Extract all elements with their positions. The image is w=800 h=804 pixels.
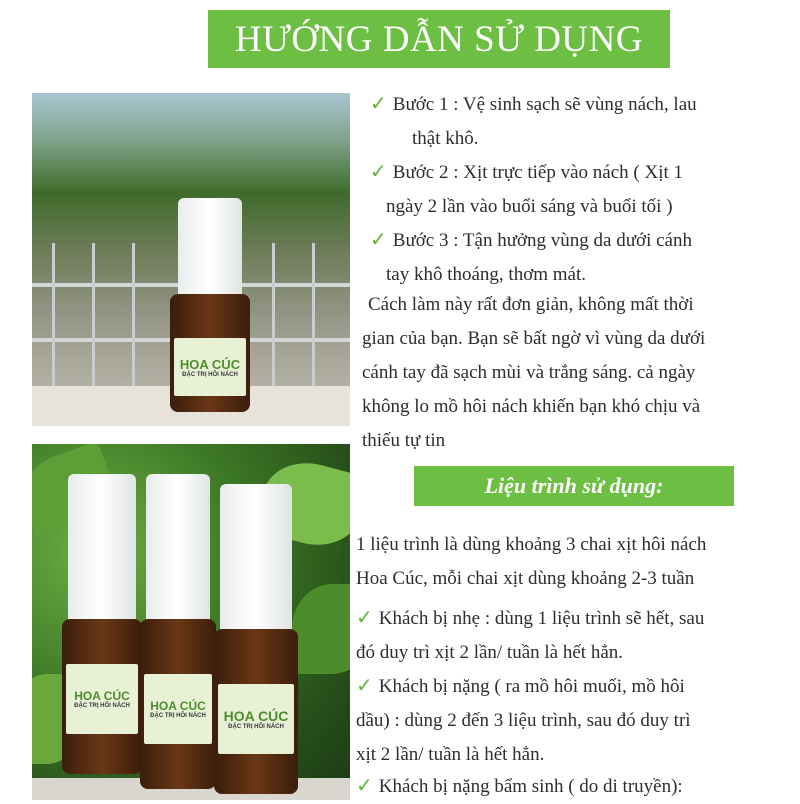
step-3-line2: tay khô thoáng, thơm mát. bbox=[386, 264, 587, 285]
step-3-line1: Bước 3 : Tận hưởng vùng da dưới cánh bbox=[392, 230, 692, 251]
bottle-brand-right: HOA CÚC bbox=[223, 708, 289, 724]
intro-line-4: không lo mồ hôi nách khiến bạn khó chịu và bbox=[362, 396, 701, 417]
intro-line-5: thiếu tự tin bbox=[362, 430, 446, 451]
step-2-line2: ngày 2 lần vào buổi sáng và buổi tối ) bbox=[386, 196, 673, 217]
check-icon: ✓ bbox=[356, 605, 373, 629]
bottle-brand-middle: HOA CÚC bbox=[150, 699, 206, 713]
step-2 bbox=[370, 154, 683, 224]
intro-paragraph bbox=[362, 288, 705, 458]
page-title: HƯỚNG DẪN SỬ DỤNG bbox=[234, 18, 644, 60]
check-icon: ✓ bbox=[356, 773, 373, 797]
course-banner bbox=[414, 466, 734, 506]
bottle-brand-left: HOA CÚC bbox=[74, 689, 130, 703]
intro-line-3: cánh tay đã sạch mùi và trắng sáng. cả ngày bbox=[362, 362, 696, 383]
title-banner bbox=[208, 10, 670, 68]
spray-bottle-left bbox=[62, 474, 142, 774]
check-icon: ✓ bbox=[370, 91, 387, 115]
spray-bottle bbox=[170, 198, 250, 413]
spray-bottle-right bbox=[214, 484, 298, 794]
course-item-severe-line2: dầu) : dùng 2 đến 3 liệu trình, sau đó duy trì bbox=[356, 710, 691, 731]
course-item-mild-line1: Khách bị nhẹ : dùng 1 liệu trình sẽ hết, sau bbox=[378, 608, 705, 629]
spray-bottle-middle bbox=[140, 474, 216, 794]
step-2-line1: Bước 2 : Xịt trực tiếp vào nách ( Xịt 1 bbox=[392, 162, 684, 183]
step-1-line1: Bước 1 : Vệ sinh sạch sẽ vùng nách, lau bbox=[392, 94, 697, 115]
bottle-tagline-middle: ĐẶC TRỊ HÔI NÁCH bbox=[150, 713, 206, 719]
check-icon: ✓ bbox=[356, 673, 373, 697]
bottle-tagline-right: ĐẶC TRỊ HÔI NÁCH bbox=[228, 724, 284, 730]
check-icon: ✓ bbox=[370, 227, 387, 251]
step-1 bbox=[370, 86, 697, 156]
course-item-severe-line1: Khách bị nặng ( ra mồ hôi muối, mồ hôi bbox=[378, 676, 685, 697]
product-photo-railing bbox=[32, 93, 350, 426]
intro-line-2: gian của bạn. Bạn sẽ bất ngờ vì vùng da dưới bbox=[362, 328, 706, 349]
course-title: Liệu trình sử dụng: bbox=[484, 473, 664, 498]
course-item-congenital-line1: Khách bị nặng bẩm sinh ( do di truyền): bbox=[378, 776, 683, 797]
check-icon: ✓ bbox=[370, 159, 387, 183]
course-item-mild-line2: đó duy trì xịt 2 lần/ tuần là hết hẳn. bbox=[356, 642, 624, 663]
intro-line-1: Cách làm này rất đơn giản, không mất thời bbox=[368, 294, 694, 315]
course-item-congenital bbox=[356, 768, 683, 804]
bottle-tagline-left: ĐẶC TRỊ HÔI NÁCH bbox=[74, 703, 130, 709]
course-intro-line1: 1 liệu trình là dùng khoảng 3 chai xịt hôi nách bbox=[356, 534, 707, 555]
product-photo-leaves bbox=[32, 444, 350, 800]
course-item-severe bbox=[356, 668, 691, 772]
step-3 bbox=[370, 222, 692, 292]
course-intro bbox=[356, 528, 706, 596]
bottle-tagline: ĐẶC TRỊ HÔI NÁCH bbox=[182, 371, 238, 378]
course-item-severe-line3: xịt 2 lần/ tuần là hết hẳn. bbox=[356, 744, 545, 765]
bottle-brand: HOA CÚC bbox=[179, 356, 241, 372]
course-intro-line2: Hoa Cúc, mỗi chai xịt dùng khoảng 2-3 tuần bbox=[356, 568, 695, 589]
step-1-line2: thật khô. bbox=[412, 128, 479, 149]
course-item-mild bbox=[356, 600, 704, 670]
